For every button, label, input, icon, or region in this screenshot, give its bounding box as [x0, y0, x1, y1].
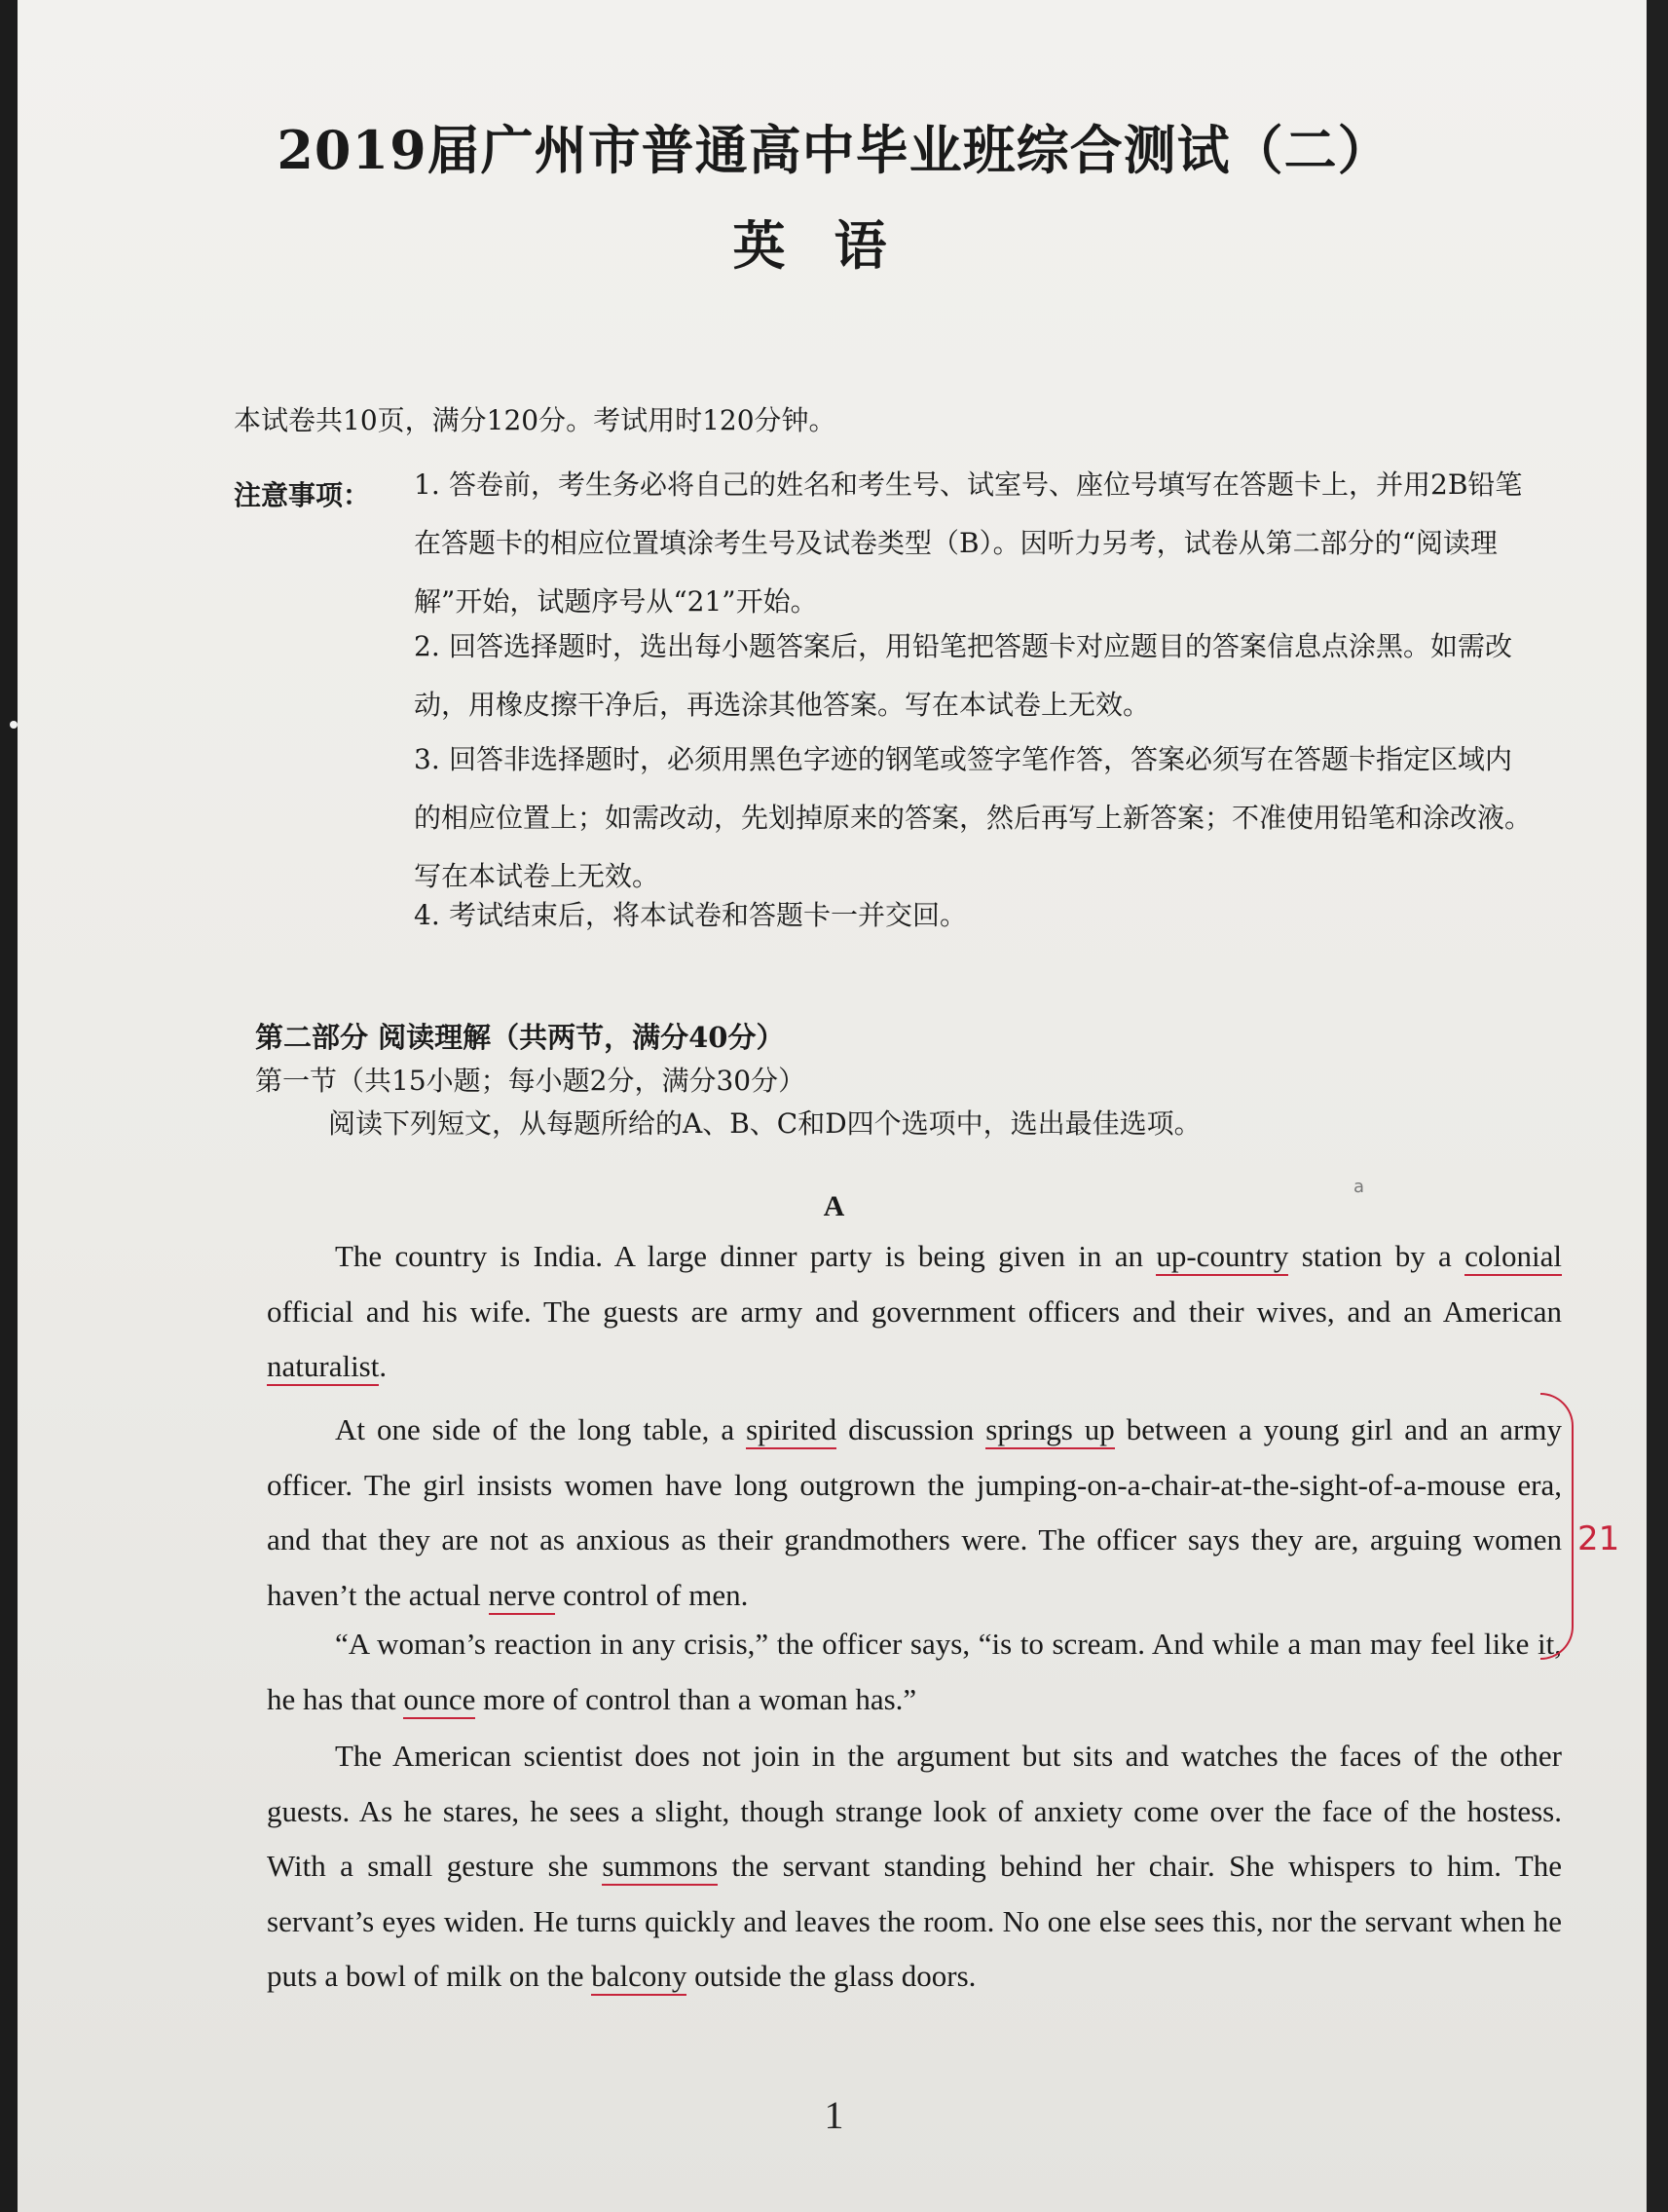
text-run: control of men. [555, 1577, 749, 1612]
text-run: the servant standing behind her chair. She whispers to him. The servant’s eyes widen. He turns quickly and leaves the room. No one else sees this, nor the servant when he puts a bowl of milk on the [267, 1849, 1562, 1993]
underlined-word: naturalist [267, 1349, 379, 1386]
note-item-4 [414, 886, 1534, 945]
note-item-3 [414, 731, 1534, 906]
page-number: 1 [824, 2093, 844, 2137]
scan-border-right [1647, 0, 1668, 2212]
note-number: 1. [414, 469, 440, 501]
note-text: 答卷前，考生务必将自己的姓名和考生号、试室号、座位号填写在答题卡上，并用2B铅笔在答题卡的相应位置填涂考生号及试卷类型（B）。因听力另考，试卷从第二部分的“阅读理解”开始，试题序号从“21”开始。 [414, 469, 1523, 618]
note-text: 回答选择题时，选出每小题答案后，用铅笔把答题卡对应题目的答案信息点涂黑。如需改动，用橡皮擦干净后，再选涂其他答案。写在本试卷上无效。 [414, 630, 1513, 721]
text-run: outside the glass doors. [686, 1959, 977, 1993]
handwritten-bracket [1540, 1393, 1574, 1660]
text-run: The country is India. A large dinner party is being given in an [335, 1239, 1157, 1273]
underlined-word: balcony [591, 1959, 686, 1996]
notes-label: 注意事项： [234, 479, 371, 511]
text-run: official and his wife. The guests are army and government officers and their wives, and an American [267, 1293, 1562, 1329]
underlined-word: springs up [985, 1412, 1115, 1449]
handwritten-question-number: 21 [1577, 1519, 1620, 1558]
text-run: At one side of the long table, a [335, 1412, 747, 1446]
note-number: 2. [414, 630, 440, 662]
underlined-word: nerve [489, 1578, 556, 1615]
underlined-word: summons [602, 1849, 718, 1886]
passage-paragraph-3 [267, 1617, 1562, 1727]
subject-title: 英语 [732, 214, 936, 277]
note-item-1 [414, 456, 1534, 631]
note-number: 3. [414, 743, 440, 775]
note-text: 考试结束后，将本试卷和答题卡一并交回。 [449, 899, 968, 931]
note-number: 4. [414, 899, 440, 931]
scan-speck [10, 721, 18, 729]
text-run: station by a [1288, 1239, 1465, 1273]
exam-intro: 本试卷共10页，满分120分。考试用时120分钟。 [234, 404, 836, 436]
underlined-word: colonial [1464, 1239, 1562, 1276]
pencil-mark: a [1353, 1177, 1365, 1197]
text-run: discussion [836, 1412, 986, 1446]
passage-paragraph-2 [267, 1403, 1562, 1623]
passage-paragraph-1 [267, 1229, 1562, 1395]
section-directions: 阅读下列短文，从每题所给的A、B、C和D四个选项中，选出最佳选项。 [328, 1107, 1202, 1140]
text-run: “A woman’s reaction in any crisis,” the officer says, “is to scream. And while a man may feel like it, he has that [267, 1627, 1562, 1716]
text-run: The American scientist does not join in the argument but sits and watches the faces of the other guests. As he stares, he sees a slight, though strange look of anxiety come over the face of the hostess. With a small gesture she [267, 1739, 1562, 1883]
underlined-word: ounce [403, 1682, 475, 1719]
text-run: . [379, 1349, 388, 1383]
text-run: more of control than a woman has.” [475, 1681, 917, 1716]
text-run: between a young girl and an army officer. The girl insists women have long outgrown the jumping-on-a-chair-at-the-sight-of-a-mouse era, and that they are not as anxious as their grandmothers were. The officer says they are, arguing women haven’t the actual [267, 1412, 1562, 1612]
scan-border-left [0, 0, 18, 2212]
part-heading: 第二部分 阅读理解（共两节，满分40分） [255, 1021, 785, 1054]
underlined-word: up-country [1156, 1239, 1288, 1276]
exam-title: 2019届广州市普通高中毕业班综合测试（二） [277, 119, 1391, 181]
note-item-2 [414, 618, 1534, 734]
note-text: 回答非选择题时，必须用黑色字迹的钢笔或签字笔作答，答案必须写在答题卡指定区域内的相应位置上；如需改动，先划掉原来的答案，然后再写上新答案；不准使用铅笔和涂改液。写在本试卷上无效。 [414, 743, 1533, 892]
section-heading: 第一节（共15小题；每小题2分，满分30分） [255, 1065, 806, 1097]
underlined-word: spirited [746, 1412, 836, 1449]
passage-label: A [823, 1190, 845, 1222]
passage-paragraph-4 [267, 1729, 1562, 2005]
